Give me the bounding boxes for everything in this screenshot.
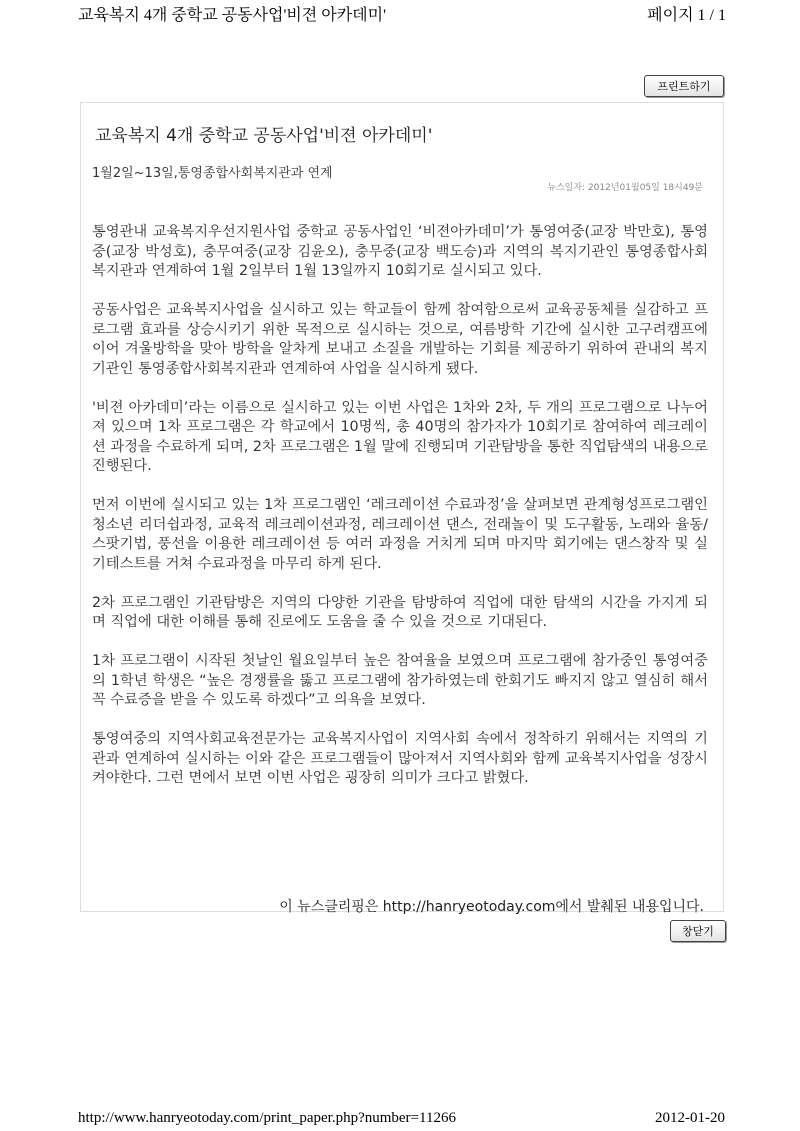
article-paragraph: 1차 프로그램이 시작된 첫날인 월요일부터 높은 참여율을 보였으며 프로그램에 참가중인 통영여중의 1학년 학생은 “높은 경쟁률을 뚫고 프로그램에 참가하였는데 한회기도 빠지지 않고 열심히 해서 꼭 수료증을 받을 수 있도록 하겠다”고 의욕을 보였다. xyxy=(92,653,708,708)
article-paragraph: '비젼 아카데미’라는 이름으로 실시하고 있는 이번 사업은 1차와 2차, 두 개의 프로그램으로 나누어져 있으며 1차 프로그램은 각 학교에서 10명씩, 총 40명의 참가자가 10회기로 참여하여 레크레이션 과정을 수료하게 되며, 2차 프로그램은 1월 말에 진행되며 기관탐방을 통한 직업탐색의 내용으로 진행된다. xyxy=(92,399,708,474)
document-title: 교육복지 4개 중학교 공동사업'비젼 아카데미' xyxy=(78,7,386,24)
article-body xyxy=(92,223,708,808)
article-title: 교육복지 4개 중학교 공동사업'비젼 아카데미' xyxy=(95,126,433,146)
article-paragraph: 먼저 이번에 실시되고 있는 1차 프로그램인 ‘레크레이션 수료과정’을 살펴보면 관계형성프로그램인 청소년 리더쉽과정, 교육적 레크레이션과정, 레크레이션 댄스, 전래놀이 및 도구활동, 노래와 율동/스팟기법, 풍선을 이용한 레크레이션 등 여러 과정을 거치게 되며 마지막 회기에는 댄스창작 및 실기테스트를 거쳐 수료과정을 마무리 하게 된다. xyxy=(92,497,708,572)
page-indicator: 페이지 1 / 1 xyxy=(647,7,726,24)
print-button[interactable]: 프린트하기 xyxy=(644,75,724,97)
article-paragraph: 2차 프로그램인 기관탐방은 지역의 다양한 기관을 탐방하여 직업에 대한 탐색의 시간을 가지게 되며 직업에 대한 이해를 통해 진로에도 도움을 줄 수 있을 것으로 기대된다. xyxy=(92,594,708,630)
article-paragraph: 통영관내 교육복지우선지원사업 중학교 공동사업인 ‘비젼아카데미’가 통영여중(교장 박만호), 통영중(교장 박성호), 충무여중(교장 김윤오), 충무중(교장 백도승)과 지역의 복지기관인 통영종합사회복지관과 연계하여 1월 2일부터 1월 13일까지 10회기로 실시되고 있다. xyxy=(92,224,708,279)
footer-url: http://www.hanryeotoday.com/print_paper.php?number=11266 xyxy=(78,1110,456,1126)
close-window-button[interactable]: 창닫기 xyxy=(670,920,726,942)
source-credit: 이 뉴스클리핑은 http://hanryeotoday.com에서 발췌된 내용입니다. xyxy=(279,899,704,915)
article-paragraph: 통영여중의 지역사회교육전문가는 교육복지사업이 지역사회 속에서 정착하기 위해서는 지역의 기관과 연계하여 실시하는 이와 같은 프로그램들이 많아져서 지역사회와 함께 교육복지사업을 성장시켜야한다. 그런 면에서 보면 이번 사업은 굉장히 의미가 크다고 밝혔다. xyxy=(92,731,708,786)
footer-date: 2012-01-20 xyxy=(655,1110,725,1126)
news-date: 뉴스일자: 2012년01월05일 18시49분 xyxy=(547,183,703,193)
article-subtitle: 1월2일~13일,통영종합사회복지관과 연계 xyxy=(92,166,333,181)
article-paragraph: 공동사업은 교육복지사업을 실시하고 있는 학교들이 함께 참여함으로써 교육공동체를 실감하고 프로그램 효과를 상승시키기 위한 목적으로 실시하는 것으로, 여름방학 기간에 실시한 고구려캠프에 이어 겨울방학을 맞아 방학을 알차게 보내고 소질을 개발하는 기회를 제공하기 위하여 관내의 복지기관인 통영종합사회복지관과 연계하여 사업을 실시하게 됐다. xyxy=(92,302,708,377)
